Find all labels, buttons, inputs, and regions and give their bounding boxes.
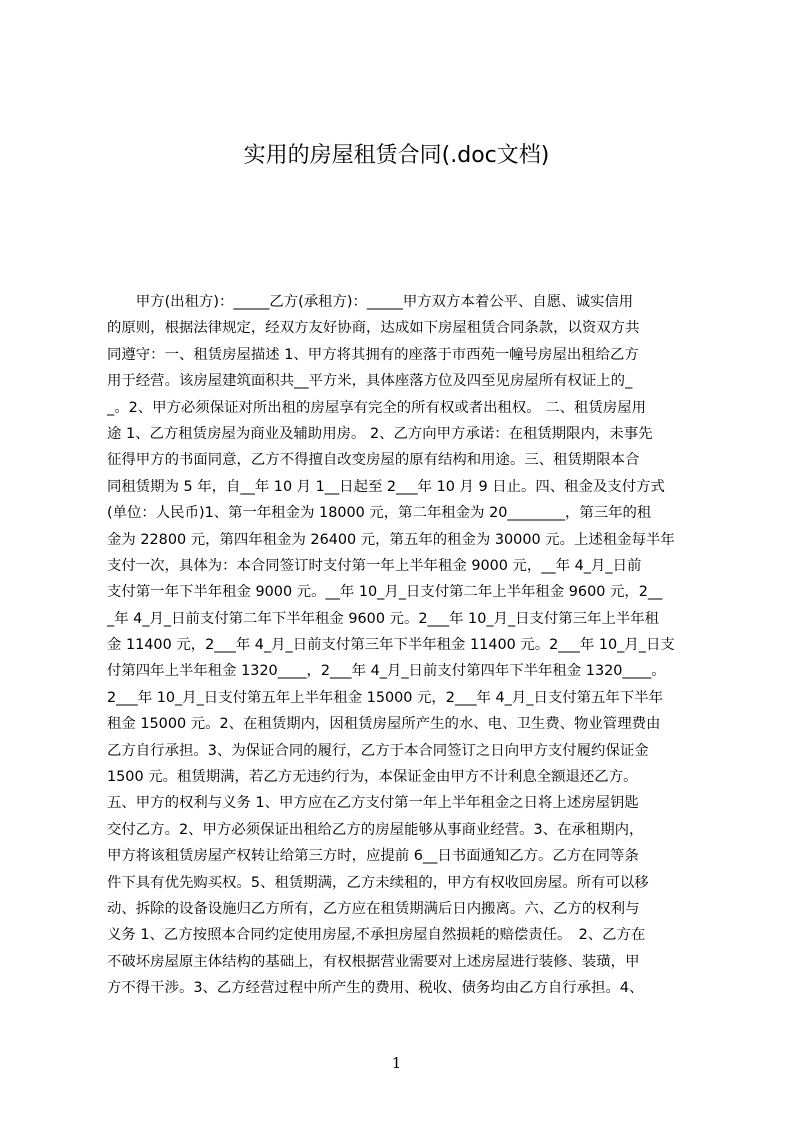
page-number: 1 — [391, 1054, 402, 1072]
text-line: 动、拆除的设备设施归乙方所有，乙方应在租赁期满后日内搬离。六、乙方的权利与 — [107, 900, 640, 917]
text-line: 途 1、乙方租赁房屋为商业及辅助用房。 2、乙方向甲方承诺：在租赁期限内，未事先 — [107, 425, 653, 442]
text-line: 同租赁期为 5 年，自__年 10 月 1__日起至 2___年 10 月 9 日止。四、租金及支付方式 — [107, 478, 665, 495]
document-title: 实用的房屋租赁合同(.doc文档) — [243, 143, 550, 168]
text-line: 甲方将该租赁房屋产权转让给第三方时，应提前 6__日书面通知乙方。乙方在同等条 — [107, 848, 639, 865]
text-line: 支付第一年下半年租金 9000 元。__年 10_月_日支付第二年上半年租金 9600 元，2__ — [107, 584, 663, 601]
text-line: 金 11400 元，2___年 4_月_日前支付第三年下半年租金 11400 元。2___年 10_月_日支 — [107, 637, 675, 654]
text-line: 用于经营。该房屋建筑面积共__平方米，具体座落方位及四至见房屋所有权证上的_ — [107, 373, 633, 390]
text-line: 2___年 10_月_日支付第五年上半年租金 15000 元，2___年 4_月_日支付第五年下半年 — [107, 689, 663, 706]
text-line: 甲方(出租方)：_____乙方(承租方)：_____甲方双方本着公平、自愿、诚实信用 — [107, 294, 634, 310]
text-line: _年 4_月_日前支付第二年下半年租金 9600 元。2___年 10_月_日支付第三年上半年租 — [107, 610, 660, 627]
text-line: 付第四年上半年租金 1320____，2___年 4_月_日前支付第四年下半年租金 1320____。 — [107, 663, 666, 680]
text-line: _。2、甲方必须保证对所出租的房屋享有完全的所有权或者出租权。 二、租赁房屋用 — [107, 399, 646, 416]
text-line: 征得甲方的书面同意，乙方不得擅自改变房屋的原有结构和用途。三、租赁期限本合 — [107, 452, 640, 469]
text-line: 五、甲方的权利与义务 1、甲方应在乙方支付第一年上半年租金之日将上述房屋钥匙 — [107, 795, 639, 812]
contract-body — [107, 289, 699, 1002]
text-line: 义务 1、乙方按照本合同约定使用房屋,不承担房屋自然损耗的赔偿责任。 2、乙方在 — [107, 927, 646, 944]
text-line: 租金 15000 元。2、在租赁期内，因租赁房屋所产生的水、电、卫生费、物业管理费由 — [107, 716, 661, 733]
text-line: 的原则，根据法律规定，经双方友好协商，达成如下房屋租赁合同条款，以资双方共 — [107, 320, 640, 337]
text-line: (单位：人民币)1、第一年租金为 18000 元，第二年租金为 20________，第三年的租 — [107, 505, 652, 522]
text-line: 交付乙方。2、甲方必须保证出租给乙方的房屋能够从事商业经营。3、在承租期内， — [107, 821, 644, 838]
text-line: 不破坏房屋原主体结构的基础上，有权根据营业需要对上述房屋进行装修、装璜，甲 — [107, 953, 640, 970]
text-line: 件下具有优先购买权。5、租赁期满，乙方未续租的，甲方有权收回房屋。所有可以移 — [107, 874, 649, 891]
text-line: 支付一次，具体为：本合同签订时支付第一年上半年租金 9000 元，__年 4_月_日前 — [107, 557, 642, 574]
text-line: 乙方自行承担。3、为保证合同的履行，乙方于本合同签订之日向甲方支付履约保证金 — [107, 742, 649, 759]
text-line: 方不得干涉。3、乙方经营过程中所产生的费用、税收、债务均由乙方自行承担。4、 — [107, 980, 644, 997]
text-line: 金为 22800 元，第四年租金为 26400 元，第五年的租金为 30000 元。上述租金每半年 — [107, 531, 675, 548]
text-line: 1500 元。租赁期满，若乙方无违约行为，本保证金由甲方不计利息全额退还乙方。 — [107, 769, 638, 786]
text-line: 同遵守：一、租赁房屋描述 1、甲方将其拥有的座落于市西苑一幢号房屋出租给乙方 — [107, 346, 639, 363]
